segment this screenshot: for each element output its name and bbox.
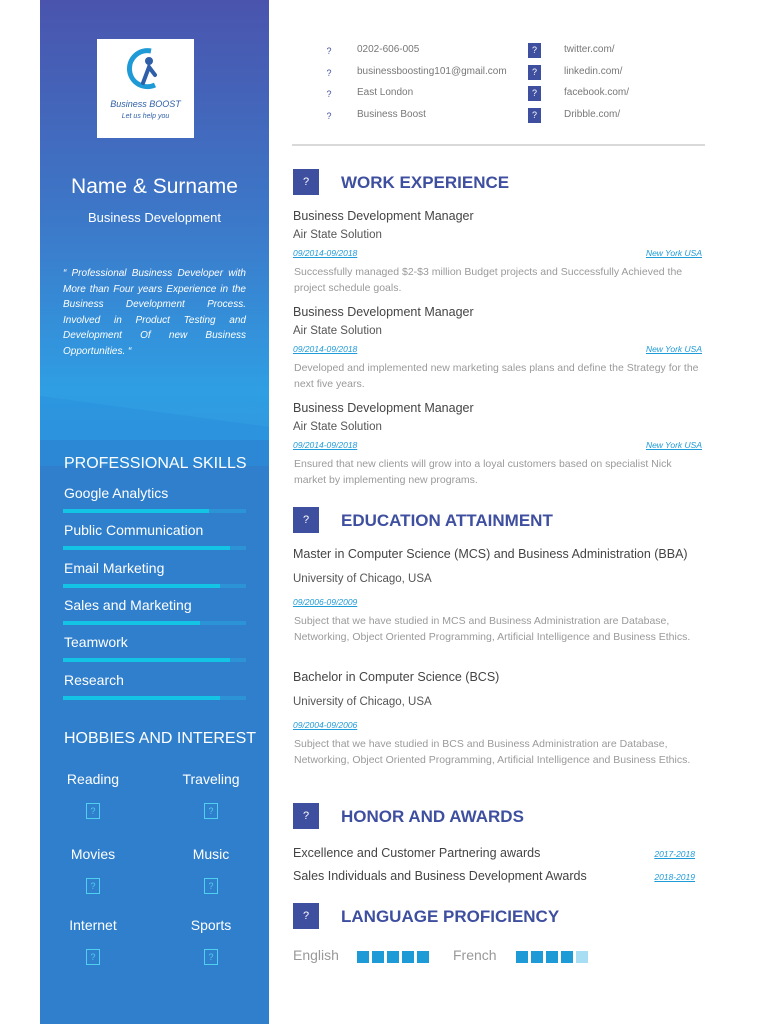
skill-label: Research	[64, 671, 124, 688]
mail-icon: ?	[326, 67, 332, 78]
contact-item: Business Boost	[357, 109, 426, 121]
sidebar	[40, 0, 269, 1024]
job-title: Business Development Manager	[293, 401, 474, 415]
hobby-label: Sports	[190, 917, 232, 933]
school-name: University of Chicago, USA	[293, 696, 432, 708]
degree-title: Master in Computer Science (MCS) and Business Administration (BBA)	[293, 547, 688, 561]
skill-label: Email Marketing	[64, 559, 165, 576]
job-company: Air State Solution	[293, 229, 382, 241]
awards-heading: HONOR AND AWARDS	[341, 807, 524, 826]
education-date: 09/2006-09/2009	[293, 597, 358, 607]
skill-bar-fill	[63, 658, 230, 662]
language-level-square	[561, 951, 573, 963]
job-location: New York USA	[645, 248, 702, 258]
contact-item: businessboosting101@gmail.com	[357, 65, 507, 77]
profile-quote: “ Professional Business Developer with More than Four years Experience in the Business Development Process. Involved in Product Testing and Development Of new Business Opportunities. “	[63, 268, 246, 357]
skill-bar-track	[63, 696, 246, 700]
logo-mark-icon	[125, 45, 165, 97]
logo-tagline: Let us help you	[121, 113, 170, 120]
trophy-icon: ?	[293, 803, 319, 829]
language-level-square	[402, 951, 414, 963]
job-description: Successfully managed $2-$3 million Budget projects and Successfully Achieved the project schedule goals.	[294, 266, 683, 294]
language-level-square	[546, 951, 558, 963]
language-level-square	[372, 951, 384, 963]
briefcase-icon: ?	[293, 169, 319, 195]
skill-label: Sales and Marketing	[64, 596, 192, 613]
skill-label: Public Communication	[64, 522, 204, 539]
language-level-square	[387, 951, 399, 963]
music-icon: ?	[204, 878, 218, 894]
job-description: Developed and implemented new marketing sales plans and define the Strategy for the next five years.	[294, 362, 699, 390]
job-company: Air State Solution	[293, 421, 382, 433]
contact-item: 0202-606-005	[357, 44, 420, 55]
logo-name: Business BOOST	[110, 99, 181, 109]
globe-icon: ?	[86, 949, 100, 965]
hobby-label: Internet	[69, 917, 117, 933]
hobby-label: Movies	[70, 846, 116, 862]
hobby-label: Reading	[66, 771, 120, 787]
language-level-square	[531, 951, 543, 963]
education-heading: EDUCATION ATTAINMENT	[341, 511, 553, 530]
skill-bar-track	[63, 584, 246, 588]
education-date: 09/2004-09/2006	[293, 720, 358, 730]
job-title: Business Development Manager	[293, 305, 474, 319]
language-level-square	[516, 951, 528, 963]
profile-name: Name & Surname	[71, 175, 238, 198]
skill-bar-track	[63, 621, 246, 625]
school-name: University of Chicago, USA	[293, 573, 432, 585]
social-link[interactable]: Dribble.com/	[564, 109, 621, 121]
ball-icon: ?	[204, 949, 218, 965]
job-title: Business Development Manager	[293, 209, 474, 223]
job-date: 09/2014-09/2018	[293, 248, 358, 258]
skill-bar-fill	[63, 584, 220, 588]
language-name: English	[293, 947, 339, 963]
language-icon: ?	[293, 903, 319, 929]
languages-heading: LANGUAGE PROFICIENCY	[341, 907, 560, 926]
award-title: Excellence and Customer Partnering awards	[293, 846, 541, 860]
contact-item: East London	[357, 87, 414, 99]
skill-bar-fill	[63, 546, 230, 550]
degree-title: Bachelor in Computer Science (BCS)	[293, 670, 500, 684]
twitter-icon: ?	[528, 43, 541, 58]
language-level-square	[417, 951, 429, 963]
job-company: Air State Solution	[293, 325, 382, 337]
award-year: 2017-2018	[654, 849, 695, 859]
hobby-label: Music	[192, 846, 230, 862]
social-link[interactable]: twitter.com/	[564, 44, 615, 55]
contact-divider	[292, 144, 705, 146]
language-level-square	[357, 951, 369, 963]
skill-bar-track	[63, 546, 246, 550]
job-description: Ensured that new clients will grow into a loyal customers based on specialist Nick market by implementing new programs.	[294, 458, 672, 486]
skill-bar-fill	[63, 696, 220, 700]
dribbble-icon: ?	[528, 108, 541, 123]
skill-bar-fill	[63, 621, 200, 625]
globe-icon: ?	[326, 111, 332, 122]
skill-bar-track	[63, 658, 246, 662]
award-year: 2018-2019	[654, 872, 695, 882]
film-icon: ?	[86, 878, 100, 894]
book-icon: ?	[86, 803, 100, 819]
skill-label: Teamwork	[64, 634, 128, 651]
location-icon: ?	[326, 89, 332, 100]
skills-heading: PROFESSIONAL SKILLS	[64, 455, 247, 472]
job-location: New York USA	[645, 440, 702, 450]
hobby-label: Traveling	[182, 771, 240, 787]
social-link[interactable]: linkedin.com/	[564, 65, 623, 77]
skill-bar-fill	[63, 509, 209, 513]
job-date: 09/2014-09/2018	[293, 344, 358, 354]
hobbies-heading: HOBBIES AND INTEREST	[64, 730, 257, 747]
logo	[97, 39, 194, 138]
education-description: Subject that we have studied in MCS and Business Administration are Database, Networking, Object Oriented Programming, Artificial Intelligence and Business Ethics.	[294, 615, 691, 643]
linkedin-icon: ?	[528, 65, 541, 80]
skill-label: Google Analytics	[64, 485, 169, 501]
job-location: New York USA	[645, 344, 702, 354]
skill-bar-track	[63, 509, 246, 513]
award-title: Sales Individuals and Business Development Awards	[293, 869, 587, 883]
job-date: 09/2014-09/2018	[293, 440, 358, 450]
graduation-cap-icon: ?	[293, 507, 319, 533]
education-description: Subject that we have studied in BCS and Business Administration are Database, Networking, Object Oriented Programming, Artificial Intelligence and Business Ethics.	[294, 738, 691, 766]
profile-role: Business Development	[88, 210, 221, 225]
work-heading: WORK EXPERIENCE	[341, 173, 510, 192]
phone-icon: ?	[326, 46, 332, 56]
facebook-icon: ?	[528, 86, 541, 101]
social-link[interactable]: facebook.com/	[564, 87, 630, 99]
language-level-square	[576, 951, 588, 963]
plane-icon: ?	[204, 803, 218, 819]
language-name: French	[453, 947, 497, 963]
